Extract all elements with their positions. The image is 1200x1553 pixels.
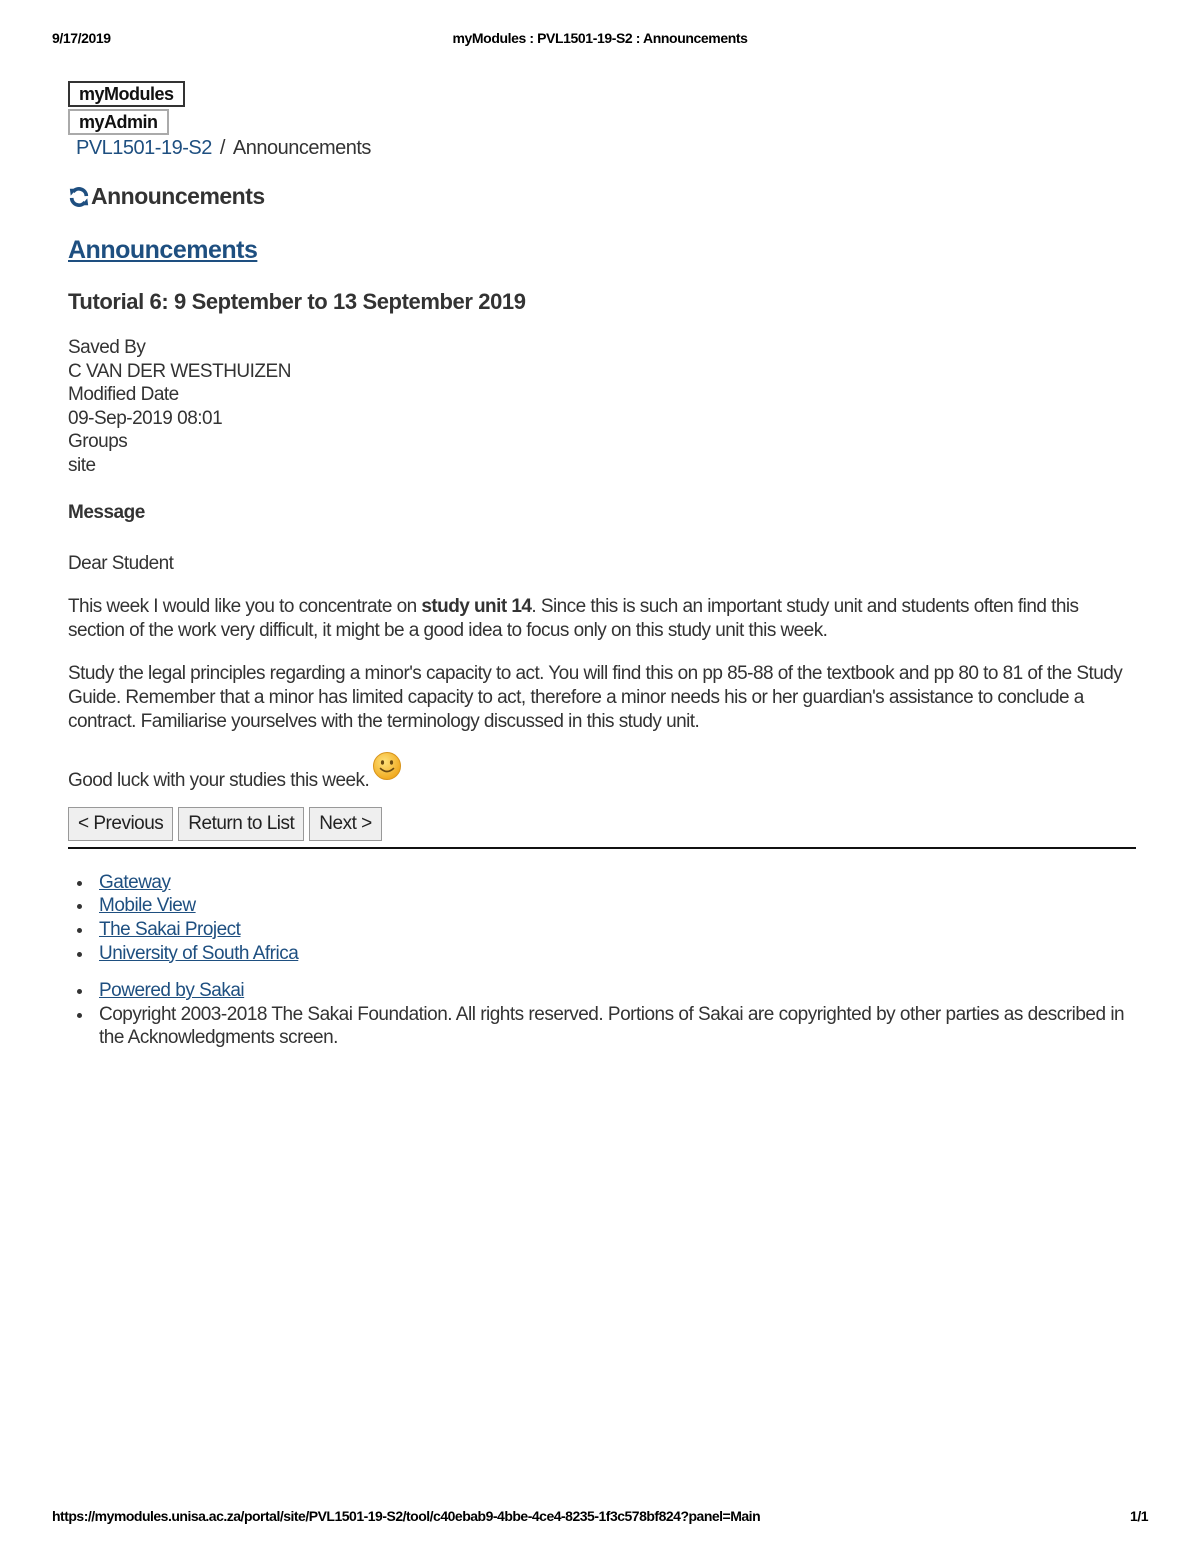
smiley-icon bbox=[372, 751, 402, 781]
return-to-list-button[interactable]: Return to List bbox=[178, 807, 304, 841]
announcement-title: Tutorial 6: 9 September to 13 September 2019 bbox=[68, 289, 526, 314]
breadcrumb-separator: / bbox=[219, 137, 225, 159]
announcements-section-link[interactable]: Announcements bbox=[68, 236, 258, 264]
print-header bbox=[52, 30, 1148, 48]
main-content bbox=[68, 81, 1136, 1050]
announcement-meta bbox=[68, 336, 1136, 478]
message-p1-after: . Since this is such an important study unit and students often find this section of the work very difficult, it might be a good idea to focus only on this study unit this week. bbox=[68, 596, 1079, 641]
mymodules-button[interactable]: myModules bbox=[68, 81, 185, 107]
message-paragraph-2: Study the legal principles regarding a minor's capacity to act. You will find this on pp 85-88 of the textbook and pp 80 to 81 of the Study Guide. Remember that a minor has limited capacity to act, therefore a minor needs his or her guardian's assistance to conclude a contract. Familiarise yourselves with the terminology discussed in this study unit. bbox=[68, 663, 1123, 732]
message-closing bbox=[68, 751, 1136, 793]
saved-by-value: C VAN DER WESTHUIZEN bbox=[68, 360, 291, 382]
previous-button[interactable]: < Previous bbox=[68, 807, 173, 841]
message-p1-before: This week I would like you to concentrate on bbox=[68, 596, 422, 618]
list-item bbox=[99, 979, 1136, 1003]
tool-title-text: Announcements bbox=[91, 183, 265, 209]
print-url: https://mymodules.unisa.ac.za/portal/site/PVL1501-19-S2/tool/c40ebab9-4bbe-4ce4-8235-1f3c578bf824?panel=Main bbox=[52, 1508, 761, 1524]
message-greeting: Dear Student bbox=[68, 552, 174, 574]
footer-legal bbox=[68, 979, 1136, 1050]
footer-links bbox=[68, 871, 1136, 965]
message-p1-bold: study unit 14 bbox=[421, 596, 532, 618]
groups-label: Groups bbox=[68, 431, 128, 453]
modified-date-value: 09-Sep-2019 08:01 bbox=[68, 407, 223, 429]
unisa-link[interactable]: University of South Africa bbox=[99, 942, 299, 964]
message-paragraph-1 bbox=[68, 595, 1136, 642]
powered-by-sakai-link[interactable]: Powered by Sakai bbox=[99, 980, 245, 1002]
copyright-text: Copyright 2003-2018 The Sakai Foundation. All rights reserved. Portions of Sakai are copyrighted by other parties as described in the Acknowledgments screen. bbox=[99, 1003, 1136, 1050]
groups-value: site bbox=[68, 454, 96, 476]
message-closing-text: Good luck with your studies this week. bbox=[68, 770, 370, 792]
breadcrumb bbox=[68, 135, 1136, 161]
print-footer bbox=[52, 1508, 1148, 1526]
print-page-number: 1/1 bbox=[1130, 1508, 1148, 1524]
breadcrumb-current: Announcements bbox=[232, 137, 371, 159]
saved-by-label: Saved By bbox=[68, 337, 146, 358]
list-item bbox=[99, 894, 1136, 918]
print-date: 9/17/2019 bbox=[52, 30, 111, 46]
myadmin-button[interactable]: myAdmin bbox=[68, 109, 169, 135]
next-button[interactable]: Next > bbox=[309, 807, 381, 841]
list-item bbox=[99, 918, 1136, 942]
modified-date-label: Modified Date bbox=[68, 384, 179, 406]
tool-title bbox=[68, 183, 1136, 210]
message-label: Message bbox=[68, 501, 145, 523]
announcement-pager bbox=[68, 807, 1136, 841]
list-item bbox=[99, 942, 1136, 966]
breadcrumb-site-link[interactable]: PVL1501-19-S2 bbox=[76, 137, 212, 159]
gateway-link[interactable]: Gateway bbox=[99, 871, 171, 893]
message-body bbox=[68, 552, 1136, 793]
refresh-icon[interactable] bbox=[68, 186, 90, 208]
list-item bbox=[99, 871, 1136, 895]
mobile-view-link[interactable]: Mobile View bbox=[99, 895, 196, 917]
print-page-title: myModules : PVL1501-19-S2 : Announcements bbox=[452, 30, 748, 46]
top-nav bbox=[68, 81, 1136, 135]
sakai-project-link[interactable]: The Sakai Project bbox=[99, 918, 241, 940]
footer-divider bbox=[68, 847, 1136, 849]
